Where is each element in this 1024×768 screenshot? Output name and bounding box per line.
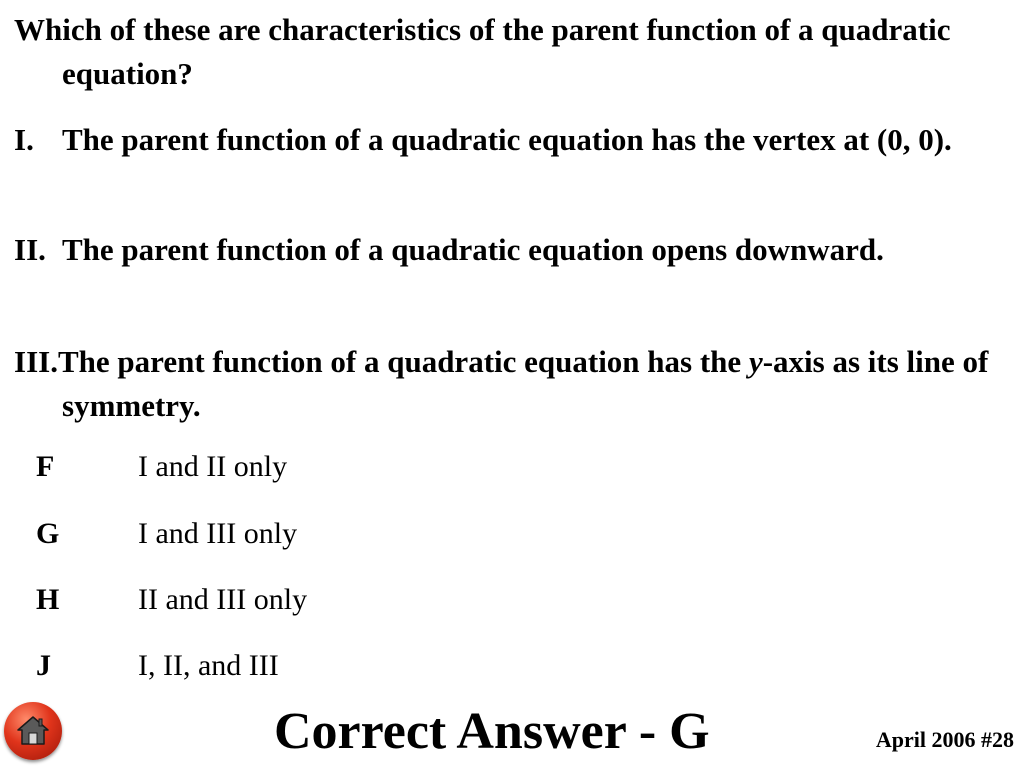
source-label: April 2006 #28 xyxy=(875,727,1014,752)
statement-numeral: II. xyxy=(14,232,46,267)
statement-text: The parent function of a quadratic equation opens downward. xyxy=(62,232,884,267)
choice-letter: F xyxy=(36,450,55,483)
statement-text-cont: -axis as its line of symmetry. xyxy=(62,344,989,423)
statement-numeral: III. xyxy=(14,344,58,379)
home-icon xyxy=(15,713,51,749)
y-variable: y xyxy=(748,344,763,379)
choice-letter: H xyxy=(36,583,60,616)
choice-text: I and III only xyxy=(138,517,298,550)
statement-text: The parent function of a quadratic equation has the xyxy=(57,344,749,379)
statement-numeral: I. xyxy=(14,122,34,157)
choice-text: II and III only xyxy=(138,583,308,616)
question-text: Which of these are characteristics of the parent function of a quadratic equation? xyxy=(14,12,951,91)
choice-letter: G xyxy=(36,517,60,550)
statement-iii xyxy=(14,340,1024,428)
choice-h xyxy=(36,582,307,618)
statement-ii xyxy=(14,228,1024,272)
statement-i xyxy=(14,118,1024,162)
home-button[interactable] xyxy=(4,702,62,760)
choice-text: I, II, and III xyxy=(138,649,279,682)
choice-letter: J xyxy=(36,649,51,682)
statement-text: The parent function of a quadratic equation has the vertex at (0, 0). xyxy=(62,122,952,157)
correct-answer: Correct Answer - G xyxy=(274,703,710,760)
choice-f xyxy=(36,449,287,485)
choice-j xyxy=(36,648,279,684)
choice-text: I and II only xyxy=(138,450,288,483)
choice-g xyxy=(36,516,297,552)
